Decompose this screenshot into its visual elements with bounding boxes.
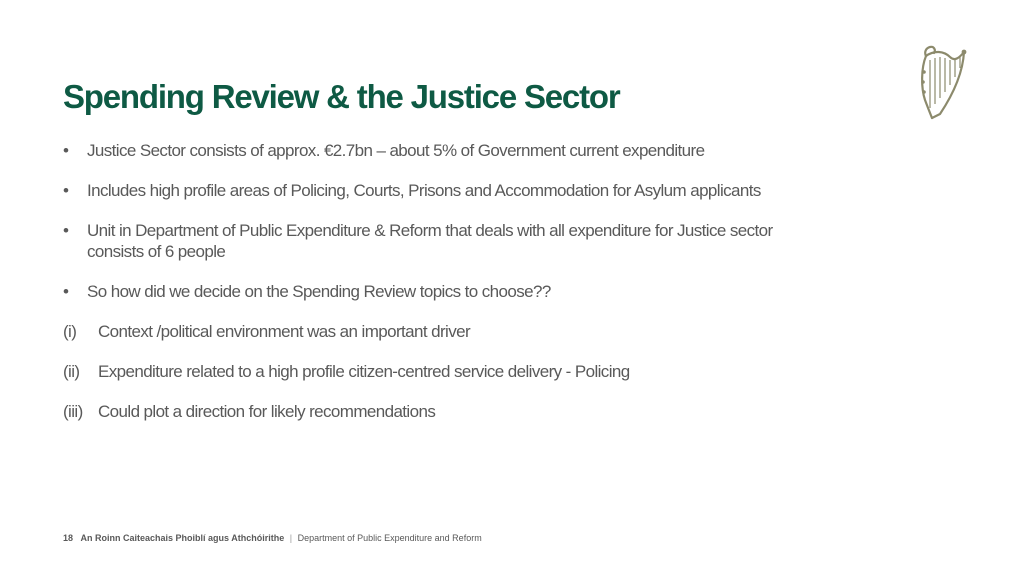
numbered-text: Context /political environment was an important driver — [98, 322, 471, 341]
department-name-irish: An Roinn Caiteachais Phoiblí agus Athchóirithe — [80, 533, 285, 543]
numbered-item — [63, 401, 783, 422]
footer-separator: | — [289, 533, 293, 543]
slide-title: Spending Review & the Justice Sector — [63, 78, 620, 115]
page-number: 18 — [63, 533, 74, 543]
bullet-item — [63, 220, 783, 262]
bullet-text: Unit in Department of Public Expenditure & Reform that deals with all expenditure for Justice sector consists of 6 people — [87, 221, 773, 261]
slide-footer — [63, 533, 482, 543]
bullet-item — [63, 140, 783, 161]
bullet-text: Justice Sector consists of approx. €2.7bn – about 5% of Government current expenditure — [87, 141, 705, 160]
numbered-marker: (i) — [63, 322, 77, 341]
bullet-marker: • — [63, 282, 69, 301]
bullet-item — [63, 281, 783, 302]
bullet-marker: • — [63, 221, 69, 240]
numbered-item — [63, 361, 783, 382]
harp-icon — [916, 42, 970, 124]
numbered-marker: (ii) — [63, 362, 80, 381]
slide-content — [63, 140, 783, 441]
numbered-item — [63, 321, 783, 342]
numbered-text: Expenditure related to a high profile citizen-centred service delivery - Policing — [98, 362, 630, 381]
bullet-text: Includes high profile areas of Policing, Courts, Prisons and Accommodation for Asylum applicants — [87, 181, 761, 200]
department-name-english: Department of Public Expenditure and Reform — [297, 533, 482, 543]
numbered-marker: (iii) — [63, 402, 83, 421]
bullet-text: So how did we decide on the Spending Review topics to choose?? — [87, 282, 551, 301]
bullet-item — [63, 180, 783, 201]
bullet-marker: • — [63, 181, 69, 200]
bullet-marker: • — [63, 141, 69, 160]
numbered-text: Could plot a direction for likely recommendations — [98, 402, 436, 421]
